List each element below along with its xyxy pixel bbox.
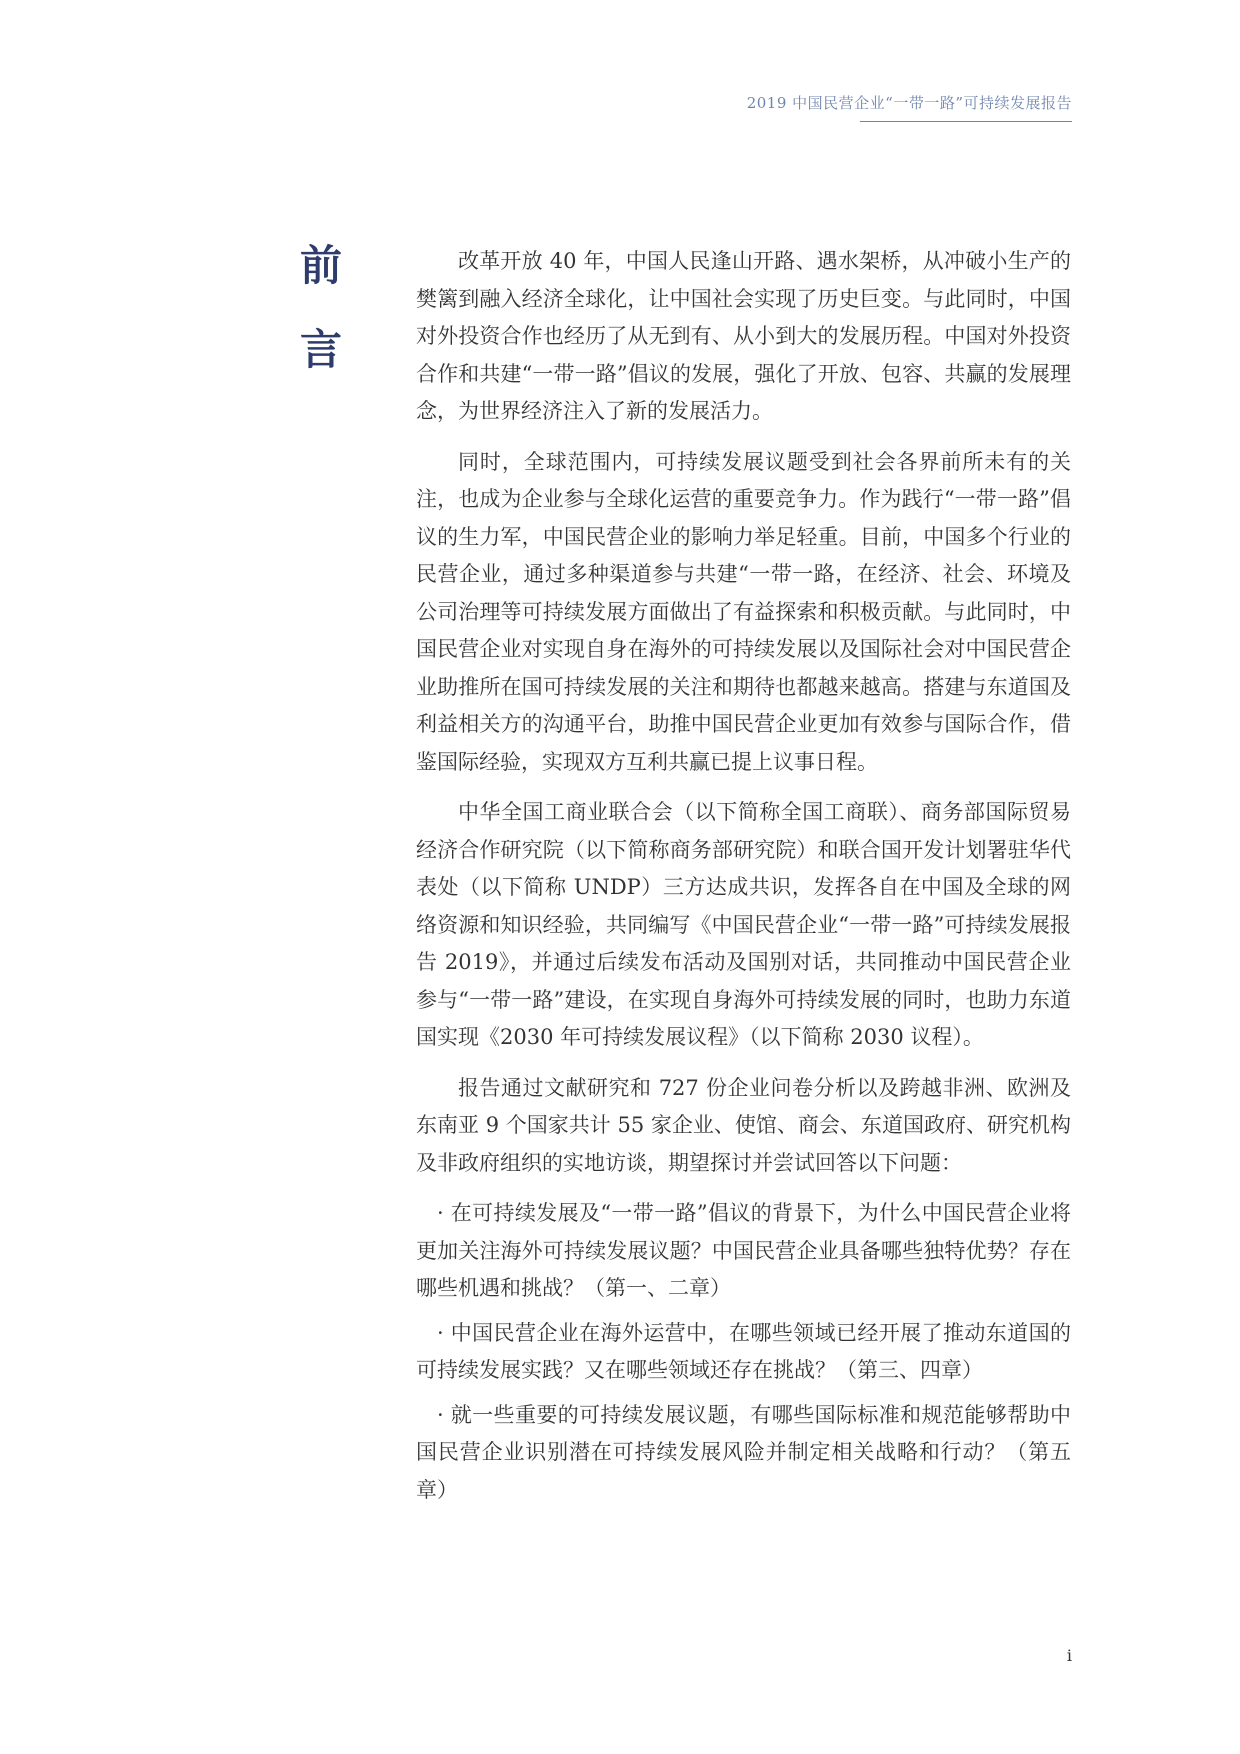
page-number: i [1066,1646,1072,1665]
section-title-char-1: 前 [300,241,343,290]
paragraph: 中华全国工商业联合会（以下简称全国工商联）、商务部国际贸易经济合作研究院（以下简称商务部研究院）和联合国开发计划署驻华代表处（以下简称 UNDP）三方达成共识，发挥各自在中国及全球的网络资源和知识经验，共同编写《中国民营企业“一带一路”可持续发展报告 2019》，并通过后续发布活动及国别对话，共同推动中国民营企业参与“一带一路”建设，在实现自身海外可持续发展的同时，也助力东道国实现《2030 年可持续发展议程》（以下简称 2030 议程）。 [416,800,1071,1049]
question-item: · 就一些重要的可持续发展议题，有哪些国际标准和规范能够帮助中国民营企业识别潜在可持续发展风险并制定相关战略和行动？（第五章） [416,1402,1071,1502]
running-header-title: 2019 中国民营企业“一带一路”可持续发展报告 [746,94,1072,112]
paragraph: 同时，全球范围内，可持续发展议题受到社会各界前所未有的关注，也成为企业参与全球化运营的重要竞争力。作为践行“一带一路”倡议的生力军，中国民营企业的影响力举足轻重。目前，中国多个行业的民营企业，通过多种渠道参与共建“一带一路，在经济、社会、环境及公司治理等可持续发展方面做出了有益探索和积极贡献。与此同时，中国民营企业对实现自身在海外的可持续发展以及国际社会对中国民营企业助推所在国可持续发展的关注和期待也都越来越高。搭建与东道国及利益相关方的沟通平台，助推中国民营企业更加有效参与国际合作，借鉴国际经验，实现双方互利共赢已提上议事日程。 [416,449,1071,774]
question-item: · 在可持续发展及“一带一路”倡议的背景下，为什么中国民营企业将更加关注海外可持续发展议题？中国民营企业具备哪些独特优势？存在哪些机遇和挑战？（第一、二章） [416,1201,1071,1300]
question-item: · 中国民营企业在海外运营中，在哪些领域已经开展了推动东道国的可持续发展实践？又在哪些领域还存在挑战？（第三、四章） [416,1320,1071,1382]
header-divider [860,121,1072,122]
section-title [300,241,360,413]
paragraph: 改革开放 40 年，中国人民逢山开路、遇水架桥，从冲破小生产的樊篱到融入经济全球化，让中国社会实现了历史巨变。与此同时，中国对外投资合作也经历了从无到有、从小到大的发展历程。中国对外投资合作和共建“一带一路”倡议的发展，强化了开放、包容、共赢的发展理念，为世界经济注入了新的发展活力。 [416,249,1071,423]
paragraph: 报告通过文献研究和 727 份企业问卷分析以及跨越非洲、欧洲及东南亚 9 个国家共计 55 家企业、使馆、商会、东道国政府、研究机构及非政府组织的实地访谈，期望探讨并尝试回答以下问题： [416,1075,1071,1175]
body-text [416,243,1071,1516]
section-title-char-2: 言 [300,325,343,374]
